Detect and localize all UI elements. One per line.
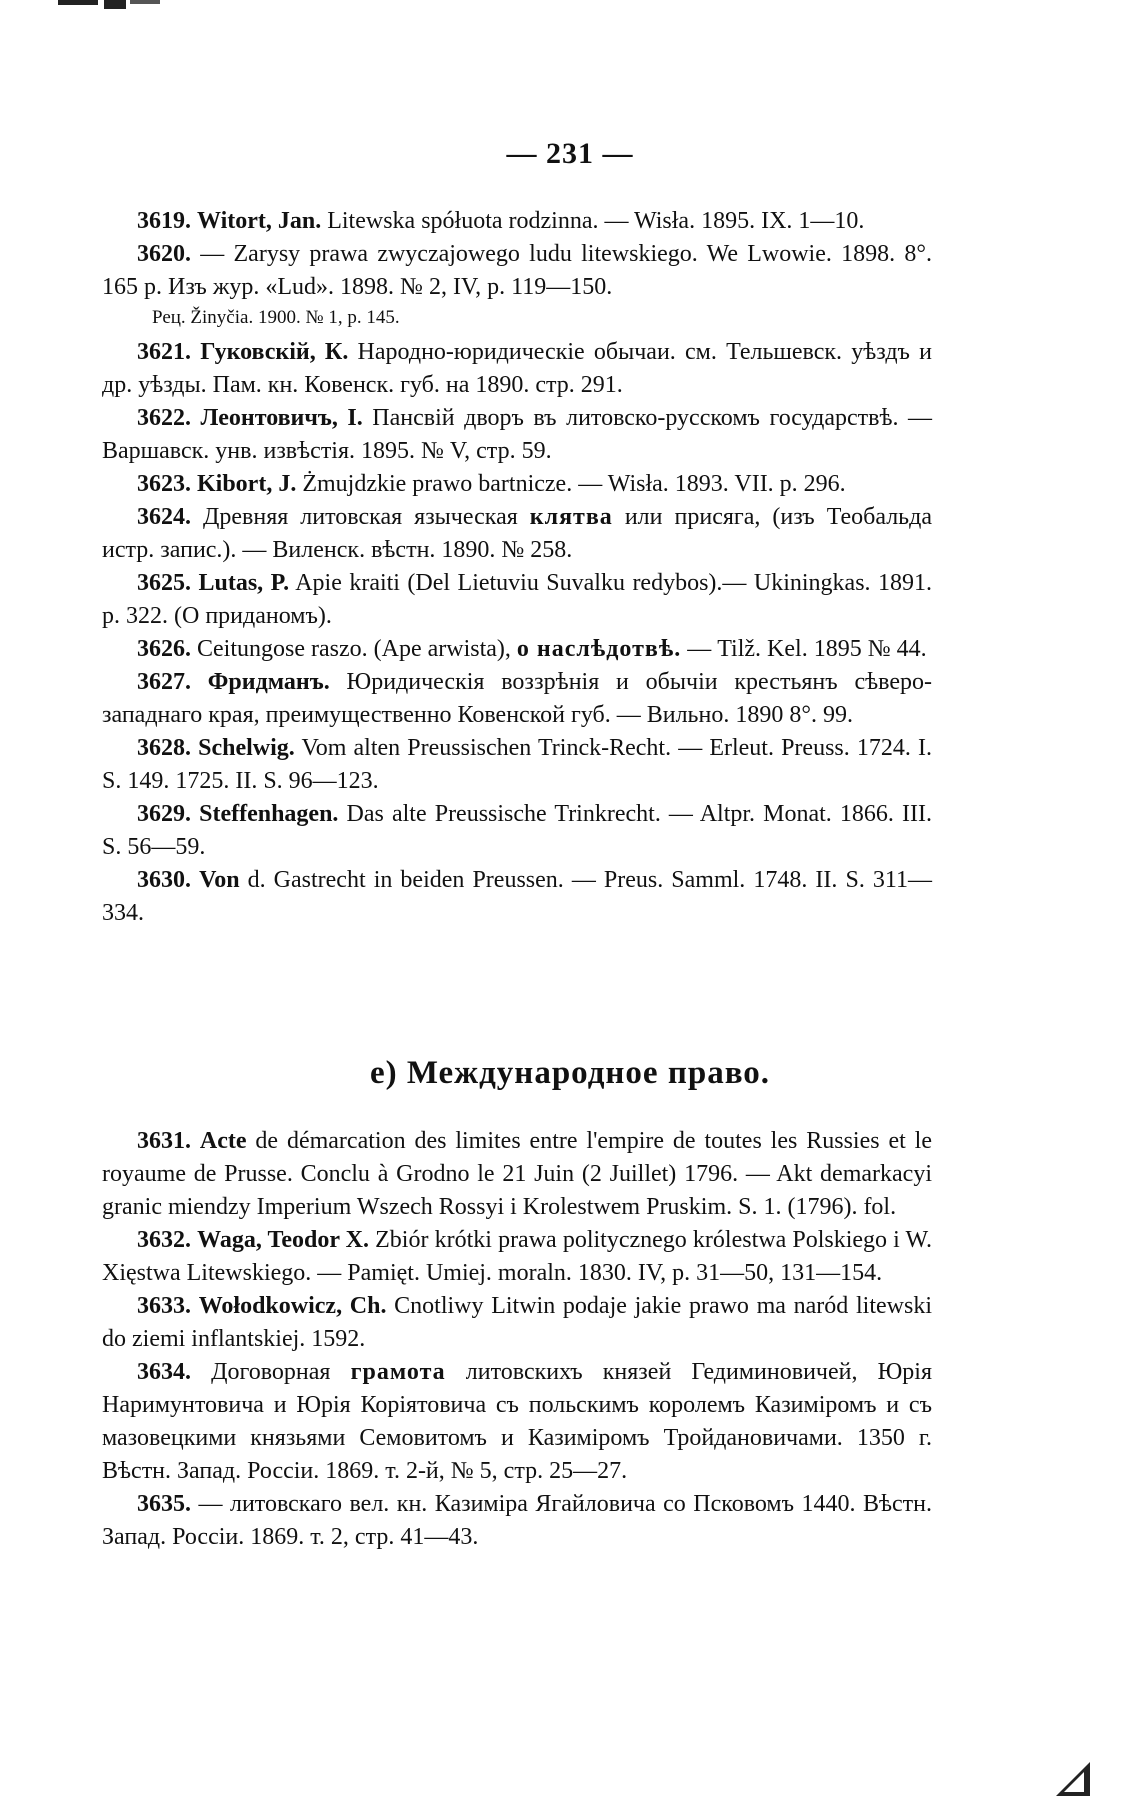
page-number: — 231 — xyxy=(506,137,634,170)
entry-3619: 3619. Witort, Jan. Litewska spółuota rodzinna. — Wisła. 1895. IX. 1—10. xyxy=(137,208,865,234)
review-note: Рец. Žinyčia. 1900. № 1, p. 145. xyxy=(152,307,400,328)
entry-3635: 3635. — литовскаго вел. кн. Казиміра Ягайловича со Псковомъ 1440. Вѣстн. Запад. Россіи. 1869. т. 2, стр. 41—43. xyxy=(102,1491,932,1550)
entry-3629: 3629. Steffenhagen. Das alte Preussische Trinkrecht. — Altpr. Monat. 1866. III. S. 56—59. xyxy=(102,801,932,860)
section-heading: е) Международное право. xyxy=(369,1055,771,1091)
entries-bottom xyxy=(102,1125,932,1554)
entry-3627: 3627. Фридманъ. Юридическія воззрѣнія и обычіи крестьянъ сѣверо-западнаго края, преимущественно Ковенской губ. — Вильно. 1890 8°. 99. xyxy=(102,669,932,728)
entry-3630: 3630. Von d. Gastrecht in beiden Preussen. — Preus. Samml. 1748. II. S. 311—334. xyxy=(102,867,932,926)
entry-3624: 3624. Древняя литовская языческая клятва или присяга, (изъ Теобальда истр. запис.). — Виленск. вѣстн. 1890. № 258. xyxy=(102,504,932,563)
entry-3621: 3621. Гуковскій, К. Народно-юридическіе обычаи. см. Тельшевск. уѣздъ и др. уѣзды. Пам. кн. Ковенск. губ. на 1890. стр. 291. xyxy=(102,339,932,398)
entry-3623: 3623. Kibort, J. Żmujdzkie prawo bartnicze. — Wisła. 1893. VII. p. 296. xyxy=(137,471,846,497)
entry-3634: 3634. Договорная грамота литовскихъ князей Гедиминовичей, Юрія Наримунтовича и Юрія Коріятовича съ польскимъ королемъ Казиміромъ и съ мазовецкими князьями Семовитомъ и Казиміромъ Тройдановичами. 1350 г. Вѣстн. Запад. Россіи. 1869. т. 2-й, № 5, стр. 25—27. xyxy=(102,1359,932,1484)
entry-3622: 3622. Леонтовичъ, I. Пансвій дворъ въ литовско-русскомъ государствѣ. — Варшавск. унв. извѣстія. 1895. № V, стр. 59. xyxy=(102,405,932,464)
entry-3632: 3632. Waga, Teodor X. Zbiór krótki prawa politycznego królestwa Polskiego i W. Xięstwa Litewskiego. — Pamięt. Umiej. moraln. 1830. IV, p. 31—50, 131—154. xyxy=(102,1227,932,1286)
entry-3633: 3633. Wołodkowicz, Ch. Cnotliwy Litwin podaje jakie prawo ma naród litewski do ziemi inflantskiej. 1592. xyxy=(102,1293,933,1352)
entry-3626: 3626. Ceitungose raszo. (Ape arwista), о наслѣдотвѣ. — Tilž. Kel. 1895 № 44. xyxy=(137,636,927,662)
entry-3625: 3625. Lutas, P. Apie kraiti (Del Lietuviu Suvalku redybos).— Ukiningkas. 1891. p. 322. (О приданомъ). xyxy=(102,570,932,629)
entries-top xyxy=(102,205,932,930)
entry-3620: 3620. — Zarysy prawa zwyczajowego ludu litewskiego. We Lwowie. 1898. 8°. 165 p. Изъ жур. «Lud». 1898. № 2, IV, p. 119—150. xyxy=(102,241,932,300)
entry-3628: 3628. Schelwig. Vom alten Preussischen Trinck-Recht. — Erleut. Preuss. 1724. I. S. 149. 1725. II. S. 96—123. xyxy=(102,735,932,794)
scan-artifact-bottom xyxy=(1054,1758,1092,1798)
scan-artifact-top xyxy=(58,0,168,12)
entry-3631: 3631. Acte de démarcation des limites entre l'empire de toutes les Russies et le royaume de Prusse. Conclu à Grodno le 21 Juin (2 Juillet) 1796. — Akt demarkacyi granic miendzy Imperium Wszech Rossyi i Krolestwem Pruskim. S. 1. (1796). fol. xyxy=(102,1128,932,1220)
